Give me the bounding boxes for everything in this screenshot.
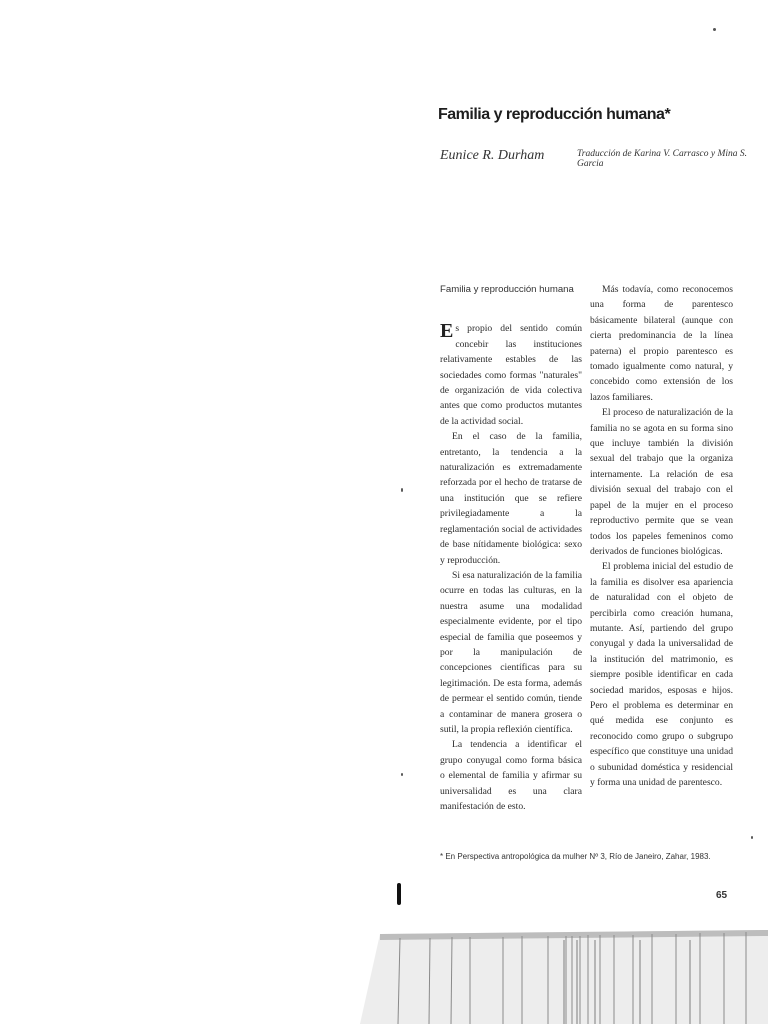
- paragraph: En el caso de la familia, entretanto, la tendencia a la naturalización es extremadamente reforzada por el hecho de tratarse de una institución que se refiere privilegiadamente a la reglamentación social de actividades de base nítidamente biológica: sexo y reproducción.: [440, 431, 582, 566]
- paragraph-text: s propio del sentido común concebir las instituciones relativamente estables de las sociedades como formas "naturales" de organización de vida colectiva antes que como productos mutantes de la actividad social.: [440, 323, 582, 427]
- scan-speck: [751, 836, 753, 839]
- left-text-column: [440, 282, 582, 814]
- article-translators: Traducción de Karina V. Carrasco y Mina S. Garcia: [577, 149, 748, 169]
- paragraph: Si esa naturalización de la familia ocurre en todas las culturas, en la nuestra asume una modalidad especialmente evidente, por el tipo especial de familia que poseemos y por la manipulación de concepciones científicas para su legitimación. De esta forma, además de permear el sentido común, tiende a contaminar de manera grosera o sutil, la propia reflexión científica.: [440, 569, 582, 735]
- right-text-column: [590, 282, 733, 790]
- paragraph: La tendencia a identificar el grupo conyugal como forma básica o elemental de familia y afirmar su universalidad es una clara manifestación de esto.: [440, 739, 582, 812]
- scan-artifact: [0, 930, 768, 1024]
- paragraph: El problema inicial del estudio de la familia es disolver esa apariencia de naturalidad con el objeto de percibirla como creación humana, mutante. Así, partiendo del grupo conyugal y dada la universalidad de la institución del matrimonio, es siempre posible identificar en cada sociedad maridos, esposas e hijos. Pero el problema es determinar en qué medida ese conjunto es reconocido como grupo o subgrupo específico que constituye una unidad o subunidad doméstica y residencial y forma una unidad de parentesco.: [590, 561, 733, 788]
- article-author: Eunice R. Durham: [440, 148, 545, 163]
- section-heading: Familia y reproducción humana: [440, 284, 574, 295]
- scan-speck: [401, 773, 403, 776]
- paragraph: El proceso de naturalización de la familia no se agota en su forma sino que incluye también la división sexual del trabajo que la organiza internamente. La relación de esa división sexual del trabajo con el papel de la mujer en el proceso reproductivo permite que se vean todos los papeles femeninos como derivados de funciones biológicas.: [590, 407, 733, 557]
- footnote: * En Perspectiva antropológica da mulher Nº 3, Río de Janeiro, Zahar, 1983.: [440, 852, 711, 861]
- margin-mark: [397, 883, 401, 905]
- page-number: 65: [716, 890, 728, 901]
- article-title: Familia y reproducción humana*: [438, 106, 671, 123]
- scan-speck: [713, 28, 716, 31]
- scan-speck: [401, 488, 403, 492]
- drop-cap: E: [440, 320, 454, 343]
- paragraph: [440, 321, 582, 429]
- paragraph: Más todavía, como reconocemos una forma de parentesco básicamente bilateral (aunque con cierta predominancia de la línea paterna) el propio parentesco es tomado igualmente como natural, y concebido como extensión de los lazos familiares.: [590, 284, 733, 403]
